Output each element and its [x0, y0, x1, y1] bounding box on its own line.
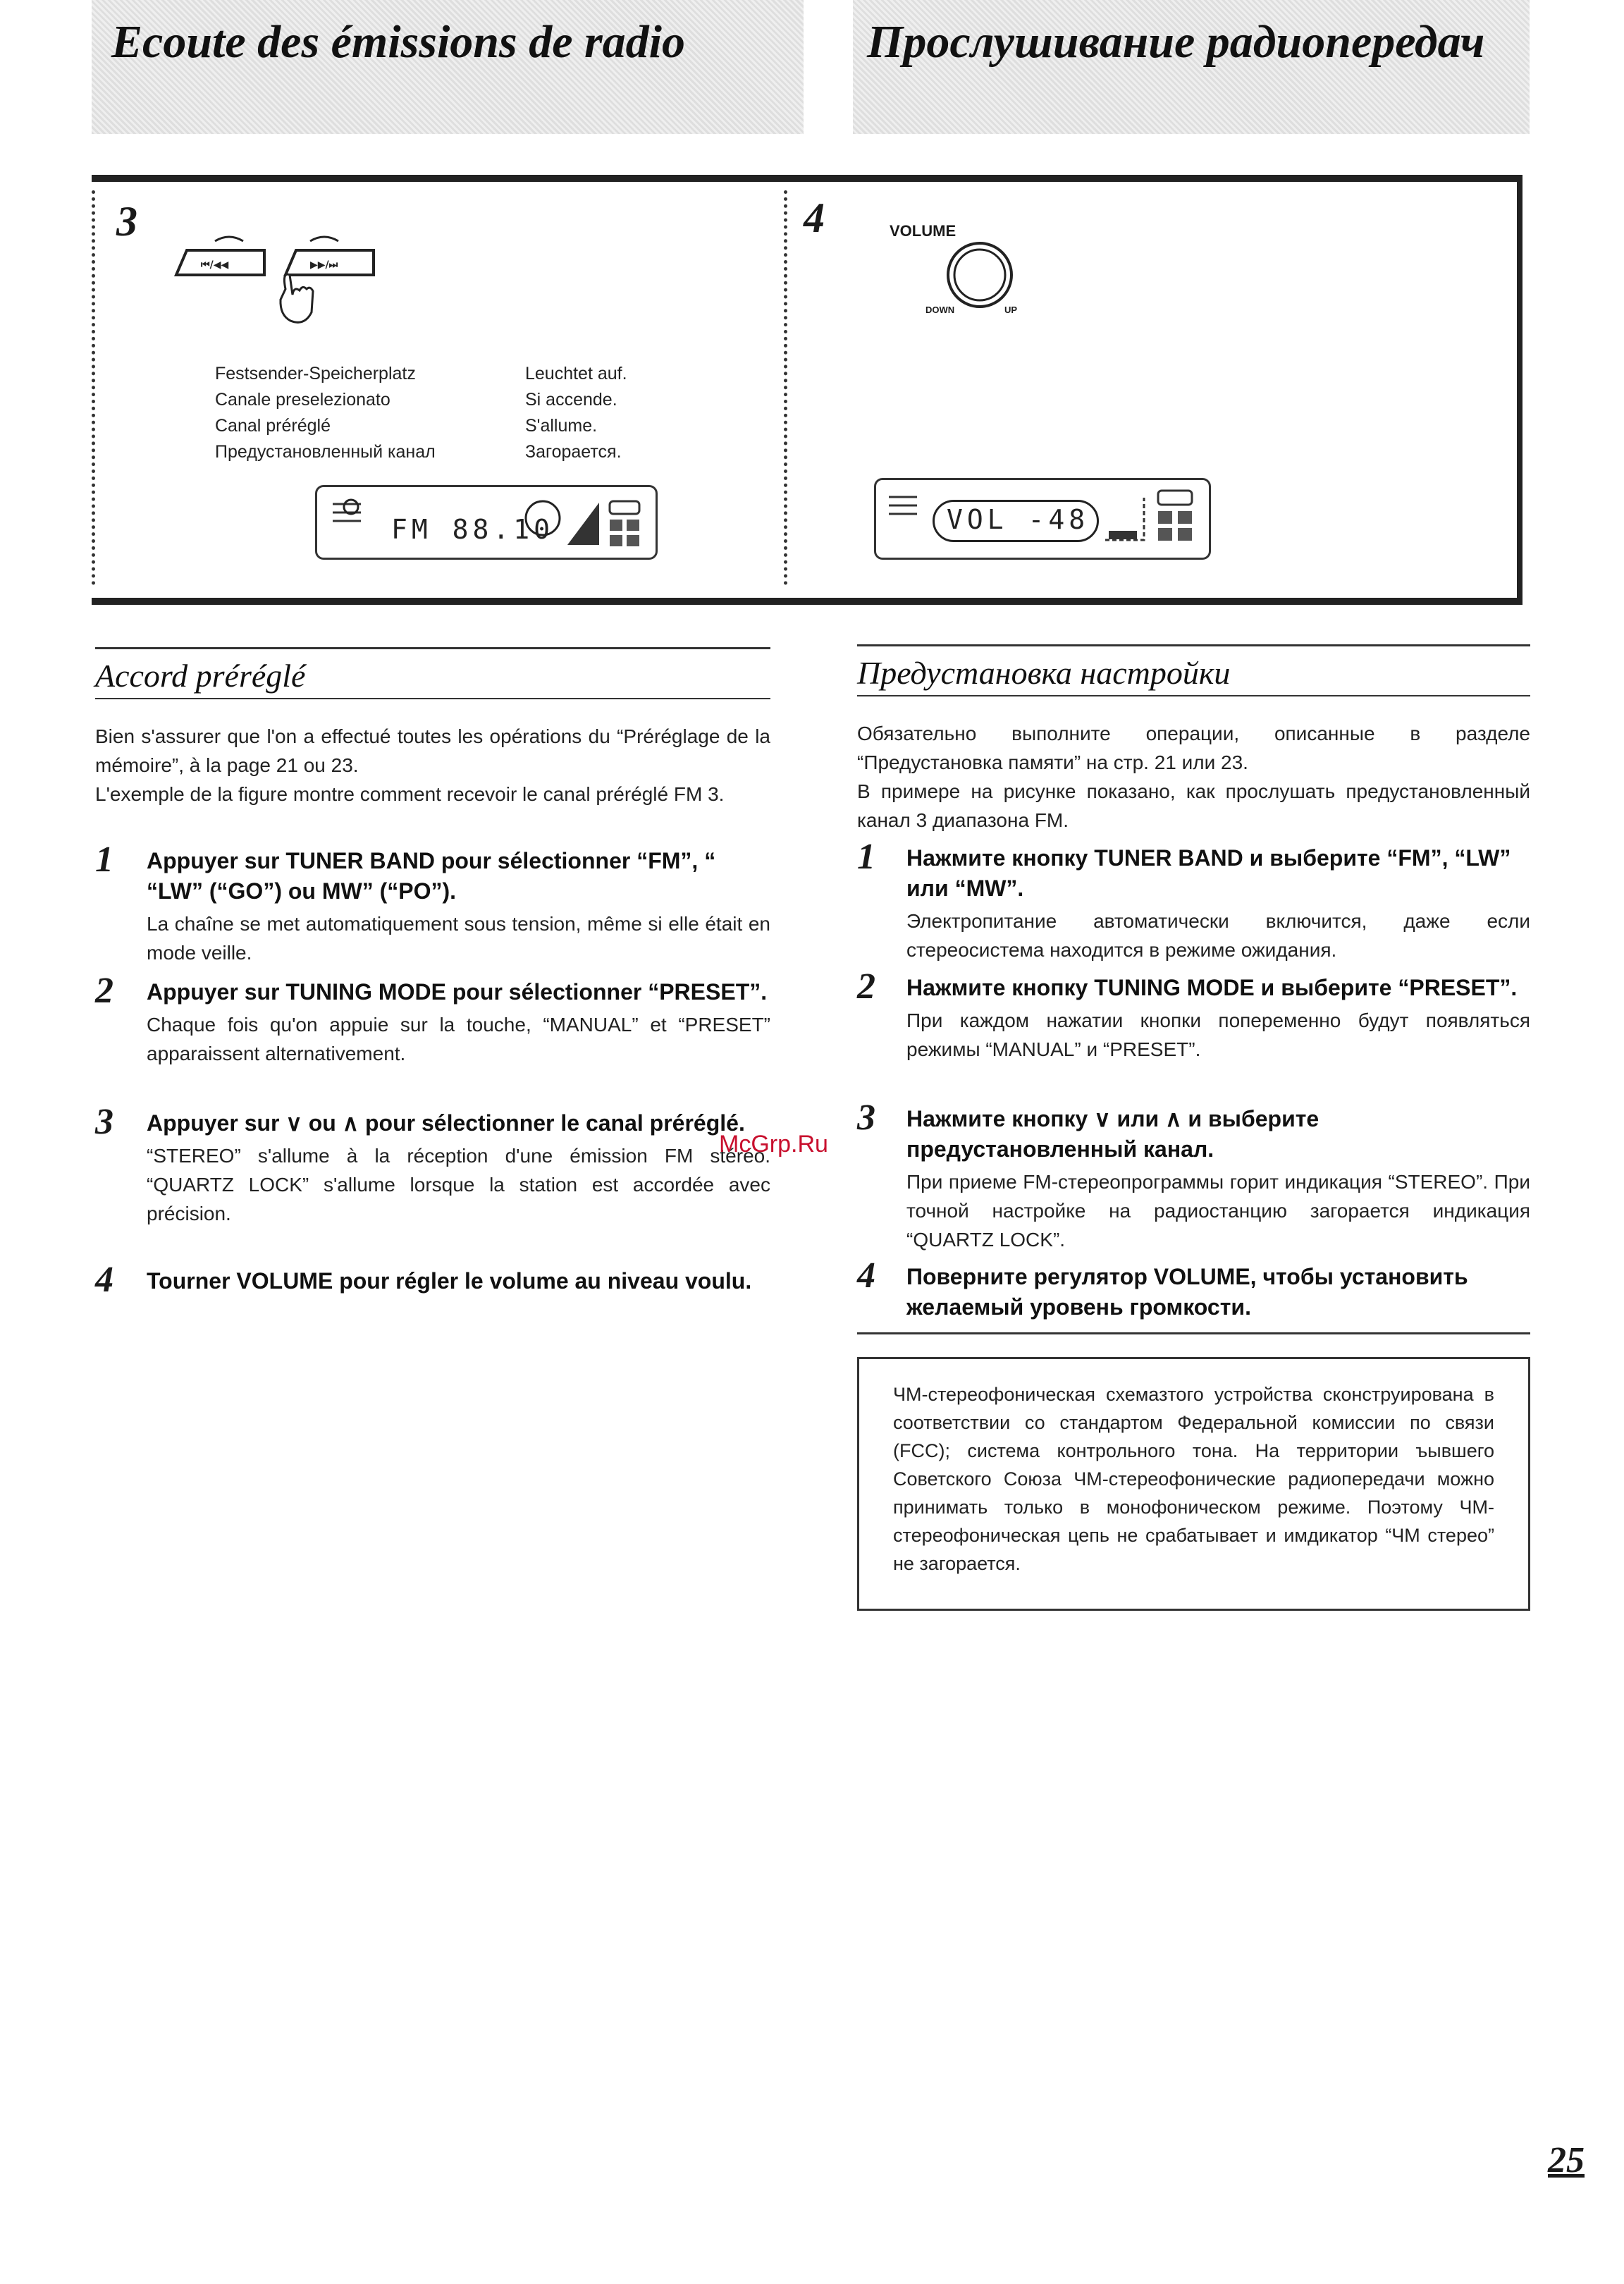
ru-title-rule-bottom [857, 695, 1530, 696]
caption-left-line: Canale preselezionato [215, 390, 390, 410]
watermark: McGrp.Ru [719, 1131, 828, 1158]
caption-left-line: Предустановленный канал [215, 442, 436, 462]
fr-step-4 [147, 1266, 770, 1296]
ru-intro-paragraph: В примере на рисунке показано, как прослушать предустановленный канал 3 диапазона FM. [857, 780, 1530, 831]
fcc-note-box [857, 1357, 1530, 1611]
lcd-volume-text: VOL -48 [947, 504, 1090, 535]
ru-step-title: Нажмите кнопку TUNING MODE и выберите “PRESET”. [906, 975, 1518, 1000]
volume-up-label: UP [1004, 305, 1018, 315]
fcc-note-text: ЧМ-стереофоническая схемазтого устройства сконструирована в соответствии со стандартом Федеральной комиссии по связи (FCC); система контрольного тона. На территории ъывшего Советского Союза ЧМ-стереофонические радиопередачи можно принимать только в монофоническом режиме. Поэтому ЧМ-стереофоническая цепь не срабатывает и имдикатор “ЧМ стерео” не загорается. [893, 1384, 1494, 1574]
ru-step-2 [906, 973, 1530, 1064]
svg-text:⏮/◀◀: ⏮/◀◀ [201, 259, 229, 271]
caption-lights-up [525, 361, 627, 465]
stereo-quartz-indicator-icon [522, 496, 648, 552]
page-title-ru: Прослушивание радиопередач [867, 16, 1485, 68]
fr-step-title: Appuyer sur ∨ ou ∧ pour sélectionner le canal préréglé. [147, 1110, 745, 1136]
fr-step-1 [147, 846, 770, 967]
ru-step-4-number: 4 [857, 1255, 875, 1296]
preset-grid-icon [330, 497, 364, 531]
lcd-frequency-text: FM 88.10 [391, 514, 555, 545]
fr-step-title: Appuyer sur TUNER BAND pour sélectionner “FM”, “ “LW” (“GO”) ou MW” (“PO”). [147, 848, 716, 904]
fr-step-3 [147, 1108, 770, 1228]
ru-step-body: При приеме FM-стереопрограммы горит индикация “STEREO”. При точной настройке на радиостанцию загорается индикация “QUARTZ LOCK”. [906, 1171, 1530, 1251]
volume-down-label: DOWN [925, 305, 955, 315]
caption-right-line: Leuchtet auf. [525, 364, 627, 383]
caption-right-line: Si accende. [525, 390, 617, 410]
fr-step-body: La chaîne se met automatiquement sous tension, même si elle était en mode veille. [147, 913, 770, 964]
fr-step-2 [147, 977, 770, 1068]
ru-steps-end-rule [857, 1332, 1530, 1334]
ru-step-1-number: 1 [857, 837, 875, 877]
fr-step-title: Tourner VOLUME pour régler le volume au niveau voulu. [147, 1268, 752, 1294]
ru-step-2-number: 2 [857, 966, 875, 1007]
level-meter-icon [1102, 487, 1200, 551]
caption-left-line: Festsender-Speicherplatz [215, 364, 416, 383]
ru-step-body: Электропитание автоматически включится, даже если стереосистема находится в режиме ожидания. [906, 910, 1530, 961]
caption-right-line: S'allume. [525, 416, 598, 436]
ru-step-4 [906, 1262, 1530, 1322]
tuning-buttons-illustration [173, 226, 384, 338]
ru-step-title: Нажмите кнопку ∨ или ∧ и выберите предустановленный канал. [906, 1106, 1320, 1162]
ru-step-body: При каждом нажатии кнопки попеременно будут появляться режимы “MANUAL” и “PRESET”. [906, 1009, 1530, 1060]
fr-section-title: Accord préréglé [95, 658, 306, 694]
svg-text:▶▶/⏭: ▶▶/⏭ [310, 259, 338, 271]
figure-step-3-number: 3 [116, 198, 137, 245]
preset-grid-icon [886, 490, 920, 524]
ru-step-title: Поверните регулятор VOLUME, чтобы установить желаемый уровень громкости. [906, 1264, 1468, 1320]
lcd-display-volume [874, 478, 1211, 560]
lcd-display-tuner [315, 485, 658, 560]
fr-step-1-number: 1 [95, 840, 113, 880]
frame-divider [784, 190, 787, 585]
ru-section-title: Предустановка настройки [857, 655, 1231, 691]
fr-intro [95, 722, 770, 809]
fr-step-body: Chaque fois qu'on appuie sur la touche, “MANUAL” et “PRESET” apparaissent alternativement. [147, 1014, 770, 1064]
ru-step-3-number: 3 [857, 1098, 875, 1138]
page-title-fr: Ecoute des émissions de radio [111, 16, 686, 68]
fr-step-4-number: 4 [95, 1260, 113, 1300]
fr-step-title: Appuyer sur TUNING MODE pour sélectionner “PRESET”. [147, 979, 768, 1005]
caption-right-line: Загорается. [525, 442, 622, 462]
caption-left-line: Canal préréglé [215, 416, 331, 436]
ru-step-title: Нажмите кнопку TUNER BAND и выберите “FM”, “LW” или “MW”. [906, 845, 1511, 901]
figure-step-4-number: 4 [804, 195, 825, 241]
fr-step-body: “STEREO” s'allume à la réception d'une émission FM stéréo. “QUARTZ LOCK” s'allume lorsque la station est accordée avec précision. [147, 1145, 770, 1224]
ru-title-rule-top [857, 644, 1530, 646]
ru-intro [857, 719, 1530, 835]
caption-preset-channel [215, 361, 436, 465]
ru-step-1 [906, 843, 1530, 964]
volume-label: VOLUME [890, 222, 956, 240]
fr-title-rule-top [95, 647, 770, 649]
fr-step-3-number: 3 [95, 1102, 113, 1142]
volume-knob-icon [941, 236, 1019, 314]
fr-intro-paragraph: L'exemple de la figure montre comment recevoir le canal préréglé FM 3. [95, 783, 725, 805]
ru-intro-paragraph: Обязательно выполните операции, описанные в разделе “Предустановка памяти” на стр. 21 или 23. [857, 723, 1530, 773]
page-number: 25 [1548, 2140, 1585, 2180]
fr-intro-paragraph: Bien s'assurer que l'on a effectué toutes les opérations du “Préréglage de la mémoire”, à la page 21 ou 23. [95, 725, 770, 776]
fr-step-2-number: 2 [95, 971, 113, 1011]
frame-left-dotted-border [92, 190, 95, 585]
ru-step-3 [906, 1104, 1530, 1254]
fr-title-rule-bottom [95, 698, 770, 699]
